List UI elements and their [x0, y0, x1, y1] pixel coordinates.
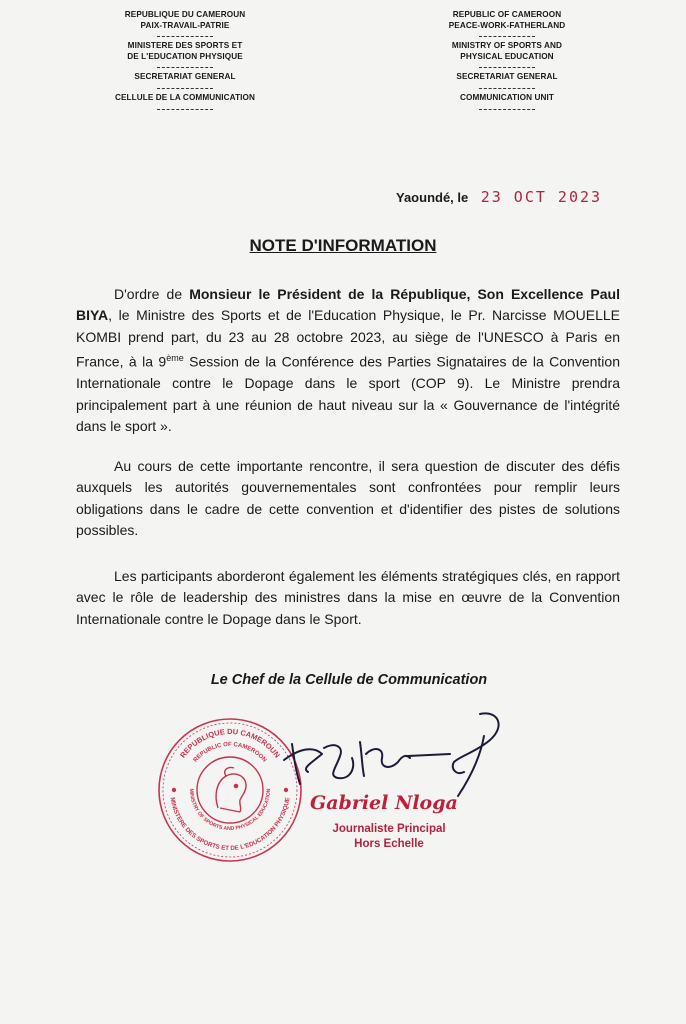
paragraph-1-subject: Monsieur le Président de la République, Son Excellence Paul BIYA [76, 286, 620, 324]
header-left-ministry-line1: MINISTERE DES SPORTS ET [127, 41, 243, 51]
document-title: NOTE D'INFORMATION [249, 236, 437, 255]
header-right [412, 10, 602, 114]
header-left-ministry-line2: DE L'EDUCATION PHYSIQUE [127, 51, 243, 61]
date-stamp: 23 OCT 2023 [480, 188, 603, 206]
header-left-republic: REPUBLIQUE DU CAMEROUN [124, 10, 246, 19]
header-left-secretariat: SECRETARIAT GENERAL [134, 72, 236, 82]
paragraph-3-text: Les participants aborderont également les éléments stratégiques clés, en rapport avec le rôle de leadership des ministres dans la mise en œuvre de la Convention Internationale contre le Dopage dans le Sport. [76, 568, 620, 627]
header-left-unit: CELLULE DE LA COMMUNICATION [114, 92, 256, 102]
signatory-role [318, 822, 460, 852]
signature-title: Le Chef de la Cellule de Communication [210, 672, 488, 688]
header-left-motto: PAIX-TRAVAIL-PATRIE [140, 20, 230, 30]
paragraph-1-superscript: ème [166, 353, 184, 364]
paragraph-2 [76, 456, 620, 542]
seal-bottom-text: MINISTERE DES SPORTS ET DE L'EDUCATION PHYSIQUE [168, 796, 292, 853]
header-right-ministry-line1: MINISTRY OF SPORTS AND [451, 41, 563, 51]
seal-outer-text-en: REPUBLIC OF CAMEROON [192, 741, 268, 764]
paragraph-1 [76, 284, 620, 438]
signatory-name: Gabriel Nloga [310, 792, 458, 814]
header-divider [412, 83, 602, 93]
paragraph-1-text-b: Session de la Conférence des Parties Signataires de la Convention Internationale contre le Dopage dans le sport (COP 9). Le Ministre prendra principalement part à une réunion de haut niveau sur la « Gouvernance de l'intégrité dans le sport ». [76, 353, 620, 435]
paragraph-1-lead: D'ordre de [114, 286, 190, 302]
seal-emblem-icon [216, 767, 246, 812]
handwritten-signature [280, 706, 516, 802]
header-divider [90, 104, 280, 114]
header-right-republic: REPUBLIC OF CAMEROON [452, 10, 562, 19]
date-label: Yaoundé, le [396, 190, 469, 205]
header-divider [90, 31, 280, 41]
date-line [396, 188, 602, 207]
header-right-motto: PEACE-WORK-FATHERLAND [448, 20, 566, 30]
seal-outer-text: REPUBLIQUE DU CAMEROUN [178, 726, 282, 760]
signatory-role-line2: Hors Echelle [354, 838, 424, 850]
header-divider [412, 104, 602, 114]
paragraph-3 [76, 566, 620, 630]
header-right-secretariat: SECRETARIAT GENERAL [456, 72, 558, 82]
header-divider [90, 62, 280, 72]
paragraph-2-text: Au cours de cette importante rencontre, il sera question de discuter des défis auxquels les autorités gouvernementales sont confrontées pour remplir leurs obligations dans le cadre de cette convention et d'identifier des pistes de solutions possibles. [76, 458, 620, 539]
header-right-unit: COMMUNICATION UNIT [460, 92, 554, 102]
paragraph-1-text-a: , le Ministre des Sports et de l'Education Physique, le Pr. Narcisse MOUELLE KOMBI prend part, du 23 au 28 octobre 2023, au siège de l'UNESCO à Paris en France, à la 9 [76, 307, 620, 370]
header-left [90, 10, 280, 114]
signatory-role-line1: Journaliste Principal [332, 823, 446, 835]
header-divider [412, 31, 602, 41]
header-divider [90, 83, 280, 93]
header-divider [412, 62, 602, 72]
seal-inner-text: MINISTRY OF SPORTS AND PHYSICAL EDUCATION [187, 788, 273, 833]
header-right-ministry-line2: PHYSICAL EDUCATION [460, 51, 554, 61]
